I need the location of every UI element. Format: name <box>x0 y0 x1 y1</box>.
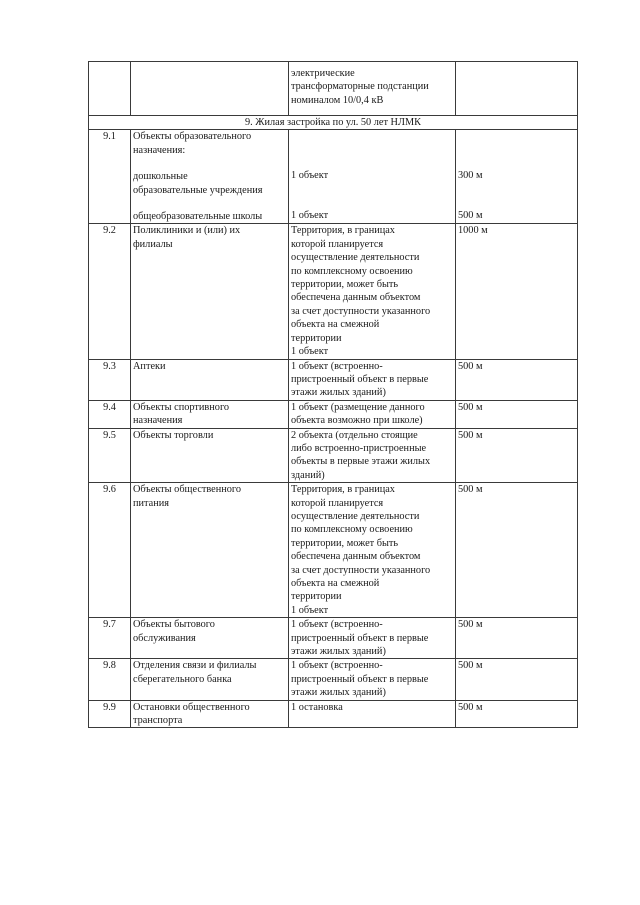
table-row <box>89 428 578 483</box>
row-number: 9.7 <box>89 618 131 659</box>
name-cell <box>131 400 289 428</box>
qty-line: 1 объект <box>291 604 329 616</box>
dist-value: 500 м <box>456 618 578 659</box>
row-number: 9.3 <box>89 359 131 400</box>
section-title: 9. Жилая застройка по ул. 50 лет НЛМК <box>89 116 578 130</box>
qty-line: этажи жилых зданий) <box>291 646 386 658</box>
name-line: транспорта <box>133 715 183 727</box>
row-number: 9.2 <box>89 224 131 359</box>
qty-line: которой планируется <box>291 497 384 509</box>
qty-cell <box>289 130 456 224</box>
qty-line: объекта на смежной <box>291 578 380 589</box>
qty-line: объекта возможно при школе) <box>291 415 423 427</box>
qty-cell <box>289 62 456 116</box>
qty-line: 1 объект (встроенно- <box>291 619 383 631</box>
qty-line: 1 объект (встроенно- <box>291 660 383 672</box>
name-cell <box>131 428 289 483</box>
dist-value: 500 м <box>456 400 578 428</box>
qty-line: территории <box>291 332 342 344</box>
name-cell <box>131 130 289 224</box>
table-row-continuation <box>89 62 578 116</box>
qty-line: территории <box>291 591 342 603</box>
qty-cell <box>289 483 456 618</box>
name-line: Объекты торговли <box>133 429 214 441</box>
qty-line: трансформаторные подстанции <box>291 81 429 93</box>
qty-line: пристроенный объект в первые <box>291 673 429 685</box>
row-number: 9.1 <box>89 130 131 224</box>
qty-line: 1 объект (встроенно- <box>291 360 383 372</box>
qty-line: этажи жилых зданий) <box>291 687 386 699</box>
table-row <box>89 618 578 659</box>
name-line: обслуживания <box>133 632 196 644</box>
row-number: 9.5 <box>89 428 131 483</box>
name-line: филиалы <box>133 238 173 250</box>
qty-line: зданий) <box>291 469 325 481</box>
qty-cell <box>289 359 456 400</box>
qty-line: пристроенный объект в первые <box>291 373 429 385</box>
qty-line: пристроенный объект в первые <box>291 632 429 644</box>
name-line: Остановки общественного <box>133 701 250 713</box>
qty-line: осуществление деятельности <box>291 510 420 522</box>
qty-line: 2 объекта (отдельно стоящие <box>291 429 418 441</box>
dist-value: 500 м <box>456 428 578 483</box>
name-cell <box>131 62 289 116</box>
qty-line: 1 остановка <box>291 701 343 713</box>
qty-line: обеспечена данным объектом <box>291 551 421 563</box>
name-line: дошкольные <box>133 171 188 183</box>
norms-table <box>88 61 578 728</box>
qty-line: 1 объект <box>291 170 329 182</box>
dist-value: 1000 м <box>456 224 578 359</box>
qty-line: осуществление деятельности <box>291 252 420 264</box>
name-line: питания <box>133 497 169 509</box>
qty-line: либо встроенно-пристроенные <box>291 442 427 454</box>
dist-cell <box>456 62 578 116</box>
name-cell <box>131 659 289 700</box>
name-line: Объекты спортивного <box>133 401 230 413</box>
row-number: 9.4 <box>89 400 131 428</box>
name-line: общеобразовательные школы <box>133 211 263 223</box>
qty-line: за счет доступности указанного <box>291 305 431 317</box>
table-row <box>89 700 578 728</box>
qty-line: этажи жилых зданий) <box>291 387 386 399</box>
dist-value: 500 м <box>456 483 578 618</box>
qty-line: территории, может быть <box>291 537 399 549</box>
qty-line: по комплексному освоению <box>291 265 413 277</box>
table-row <box>89 359 578 400</box>
qty-line: Территория, в границах <box>291 484 395 496</box>
section-row <box>89 116 578 130</box>
qty-line: объекта на смежной <box>291 319 380 331</box>
qty-cell <box>289 428 456 483</box>
name-line: Объекты образовательного <box>133 131 252 143</box>
dist-cell <box>456 130 578 224</box>
qty-line: обеспечена данным объектом <box>291 292 421 304</box>
name-line: образовательные учреждения <box>133 184 263 196</box>
row-number: 9.6 <box>89 483 131 618</box>
qty-cell <box>289 659 456 700</box>
qty-cell <box>289 618 456 659</box>
name-line: Отделения связи и филиалы <box>133 660 257 672</box>
qty-line: за счет доступности указанного <box>291 564 431 576</box>
name-line: сберегательного банка <box>133 673 232 685</box>
name-line: назначения: <box>133 144 186 156</box>
dist-value: 500 м <box>458 209 483 221</box>
name-cell <box>131 700 289 728</box>
row-number: 9.8 <box>89 659 131 700</box>
name-cell <box>131 359 289 400</box>
qty-line: территории, может быть <box>291 279 399 291</box>
qty-cell <box>289 224 456 359</box>
name-line: Объекты общественного <box>133 484 242 496</box>
name-line: Поликлиники и (или) их <box>133 225 241 237</box>
dist-value: 500 м <box>456 700 578 728</box>
name-line: Объекты бытового <box>133 619 215 631</box>
qty-line: 1 объект <box>291 209 329 221</box>
qty-line: по комплексному освоению <box>291 524 413 536</box>
qty-line: Территория, в границах <box>291 225 395 237</box>
table-row <box>89 400 578 428</box>
dist-value: 500 м <box>456 359 578 400</box>
name-cell <box>131 483 289 618</box>
name-cell <box>131 618 289 659</box>
qty-line: 1 объект <box>291 346 329 358</box>
qty-line: объекты в первые этажи жилых <box>291 456 431 468</box>
qty-line: которой планируется <box>291 238 384 250</box>
name-line: назначения <box>133 415 183 427</box>
table-row <box>89 130 578 224</box>
qty-cell <box>289 400 456 428</box>
name-line: Аптеки <box>133 360 166 372</box>
dist-value: 500 м <box>456 659 578 700</box>
dist-value: 300 м <box>458 170 483 182</box>
row-number: 9.9 <box>89 700 131 728</box>
num-cell <box>89 62 131 116</box>
qty-line: электрические <box>291 68 355 79</box>
qty-cell <box>289 700 456 728</box>
table-row <box>89 483 578 618</box>
qty-line: 1 объект (размещение данного <box>291 401 425 413</box>
name-cell <box>131 224 289 359</box>
qty-line: номиналом 10/0,4 кВ <box>291 94 384 106</box>
table-row <box>89 659 578 700</box>
table-row <box>89 224 578 359</box>
